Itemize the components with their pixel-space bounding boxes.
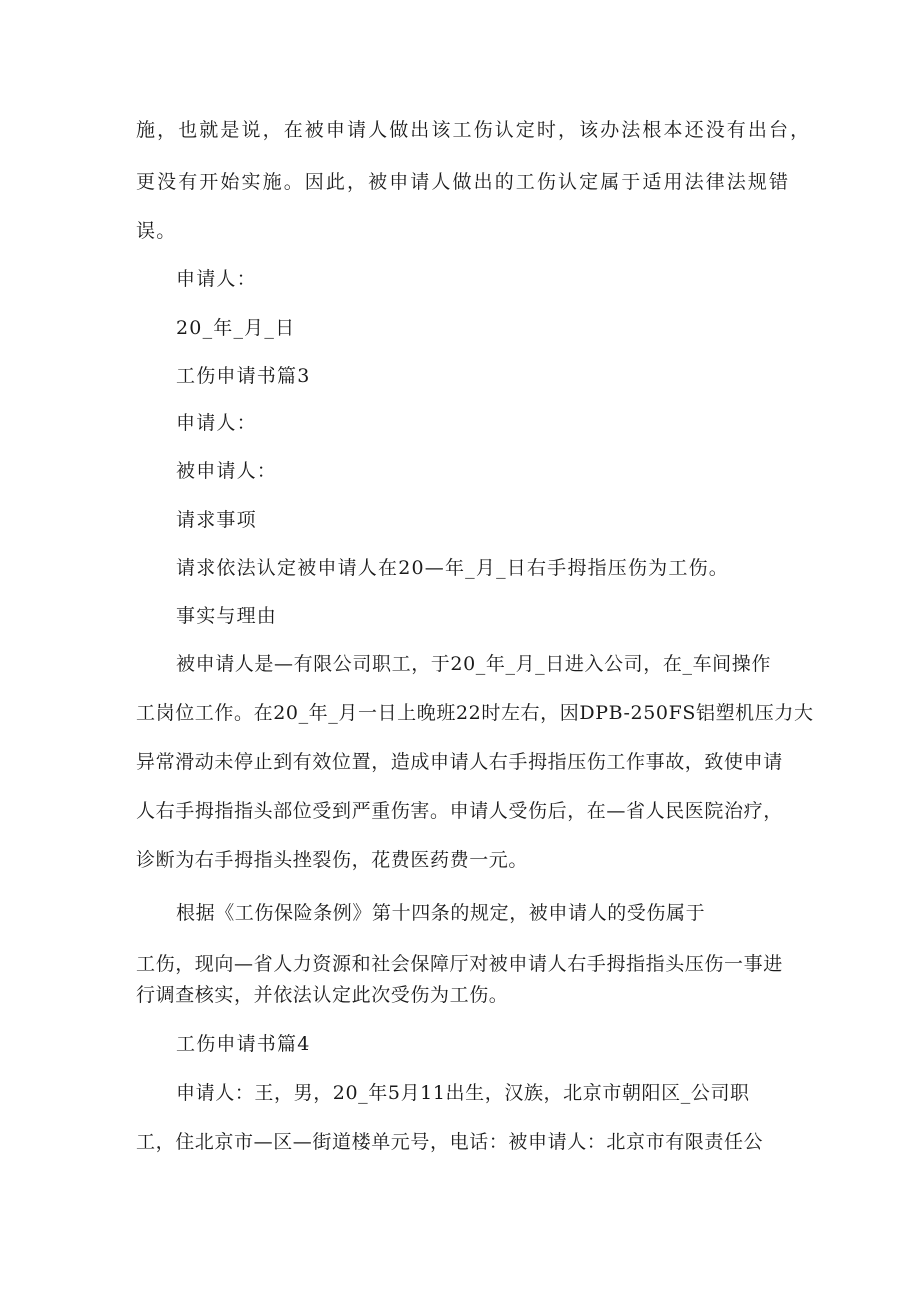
request-heading: 请求事项 — [176, 509, 257, 531]
paragraph-line: 被申请人是—有限公司职工，于20_年_月_日进入公司，在_车间操作 — [176, 653, 771, 675]
section-heading: 工伤申请书篇3 — [176, 365, 311, 387]
paragraph-line: 申请人：王，男，20_年5月11出生，汉族，北京市朝阳区_公司职 — [176, 1082, 750, 1104]
applicant-label: 申请人： — [176, 268, 257, 290]
paragraph-line: 工岗位工作。在20_年_月一日上晚班22时左右，因DPB-250FS铝塑机压力大 — [136, 702, 814, 724]
date-line: 20_年_月_日 — [176, 317, 296, 339]
paragraph-line: 施，也就是说，在被申请人做出该工伤认定时，该办法根本还没有出台， — [136, 119, 812, 141]
paragraph-line: 行调查核实，并依法认定此次受伤为工伤。 — [136, 984, 509, 1006]
paragraph-line: 异常滑动未停止到有效位置，造成申请人右手拇指压伤工作事故，致使申请 — [136, 751, 783, 773]
section-heading: 工伤申请书篇4 — [176, 1033, 311, 1055]
facts-heading: 事实与理由 — [176, 605, 278, 627]
paragraph-line: 根据《工伤保险条例》第十四条的规定，被申请人的受伤属于 — [176, 902, 706, 924]
applicant-label: 申请人： — [176, 412, 257, 434]
respondent-label: 被申请人： — [176, 460, 278, 482]
paragraph-line: 工伤，现向—省人力资源和社会保障厅对被申请人右手拇指指头压伤一事进 — [136, 953, 783, 975]
paragraph-line: 误。 — [136, 220, 177, 242]
paragraph-line: 诊断为右手拇指头挫裂伤，花费医药费一元。 — [136, 849, 529, 871]
paragraph-line: 工，住北京市—区—街道楼单元号，电话：被申请人：北京市有限责任公 — [136, 1131, 764, 1153]
paragraph-line: 人右手拇指指头部位受到严重伤害。申请人受伤后，在—省人民医院治疗， — [136, 800, 783, 822]
request-text: 请求依法认定被申请人在20—年_月_日右手拇指压伤为工伤。 — [176, 557, 729, 579]
paragraph-line: 更没有开始实施。因此，被申请人做出的工伤认定属于适用法律法规错 — [136, 171, 791, 193]
